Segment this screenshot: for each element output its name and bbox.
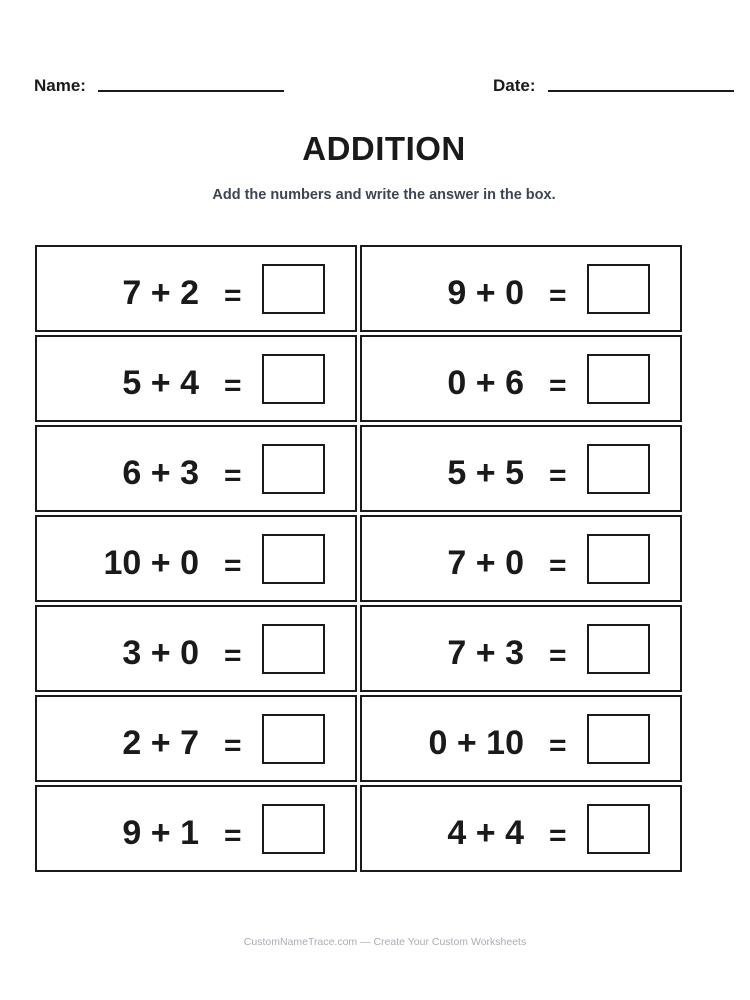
answer-box — [587, 444, 650, 494]
problem-expression: 7 + 2 — [122, 274, 199, 312]
answer-box — [587, 354, 650, 404]
problem-expression: 10 + 0 — [103, 544, 199, 582]
problem-cell — [35, 695, 357, 782]
equals-sign: = — [549, 369, 567, 402]
equals-sign: = — [549, 819, 567, 852]
date-field — [493, 76, 734, 96]
equals-sign: = — [549, 729, 567, 762]
equals-sign: = — [549, 639, 567, 672]
worksheet-title: ADDITION — [302, 130, 466, 167]
equals-sign: = — [224, 369, 242, 402]
problem-cell — [360, 515, 682, 602]
equals-sign: = — [224, 459, 242, 492]
problem-expression: 5 + 4 — [122, 364, 199, 402]
problem-expression: 3 + 0 — [122, 634, 199, 672]
problem-cell — [35, 785, 357, 872]
equals-sign: = — [549, 549, 567, 582]
date-line — [548, 90, 734, 92]
problem-expression: 9 + 1 — [122, 814, 199, 852]
equals-sign: = — [224, 279, 242, 312]
equals-sign: = — [224, 549, 242, 582]
equals-sign: = — [224, 639, 242, 672]
problem-expression: 6 + 3 — [122, 454, 199, 492]
problem-expression: 2 + 7 — [122, 724, 199, 762]
date-label: Date: — [493, 76, 536, 95]
name-label: Name: — [34, 76, 86, 95]
answer-box — [587, 264, 650, 314]
problem-cell — [35, 605, 357, 692]
answer-box — [587, 714, 650, 764]
name-line — [98, 90, 284, 92]
problem-expression: 5 + 5 — [447, 454, 524, 492]
answer-box — [587, 624, 650, 674]
name-field — [34, 76, 284, 96]
equals-sign: = — [549, 279, 567, 312]
problem-cell — [360, 425, 682, 512]
worksheet-instructions: Add the numbers and write the answer in the box. — [212, 187, 556, 203]
answer-box — [262, 624, 325, 674]
answer-box — [262, 714, 325, 764]
answer-box — [262, 534, 325, 584]
answer-box — [587, 534, 650, 584]
problem-expression: 0 + 10 — [428, 724, 524, 762]
equals-sign: = — [224, 729, 242, 762]
problem-cell — [35, 425, 357, 512]
answer-box — [262, 354, 325, 404]
header-row — [34, 76, 736, 98]
problem-expression: 4 + 4 — [447, 814, 524, 852]
problem-cell — [360, 785, 682, 872]
answer-box — [587, 804, 650, 854]
problem-expression: 9 + 0 — [447, 274, 524, 312]
problem-cell — [35, 245, 357, 332]
problem-cell — [360, 245, 682, 332]
equals-sign: = — [549, 459, 567, 492]
problem-cell — [360, 605, 682, 692]
problem-expression: 7 + 0 — [447, 544, 524, 582]
answer-box — [262, 804, 325, 854]
problem-cell — [35, 515, 357, 602]
problem-grid — [35, 245, 682, 872]
equals-sign: = — [224, 819, 242, 852]
problem-expression: 0 + 6 — [447, 364, 524, 402]
footer-credit: CustomNameTrace.com — Create Your Custom Worksheets — [243, 936, 527, 948]
problem-expression: 7 + 3 — [447, 634, 524, 672]
answer-box — [262, 444, 325, 494]
answer-box — [262, 264, 325, 314]
problem-cell — [360, 335, 682, 422]
problem-cell — [360, 695, 682, 782]
problem-cell — [35, 335, 357, 422]
